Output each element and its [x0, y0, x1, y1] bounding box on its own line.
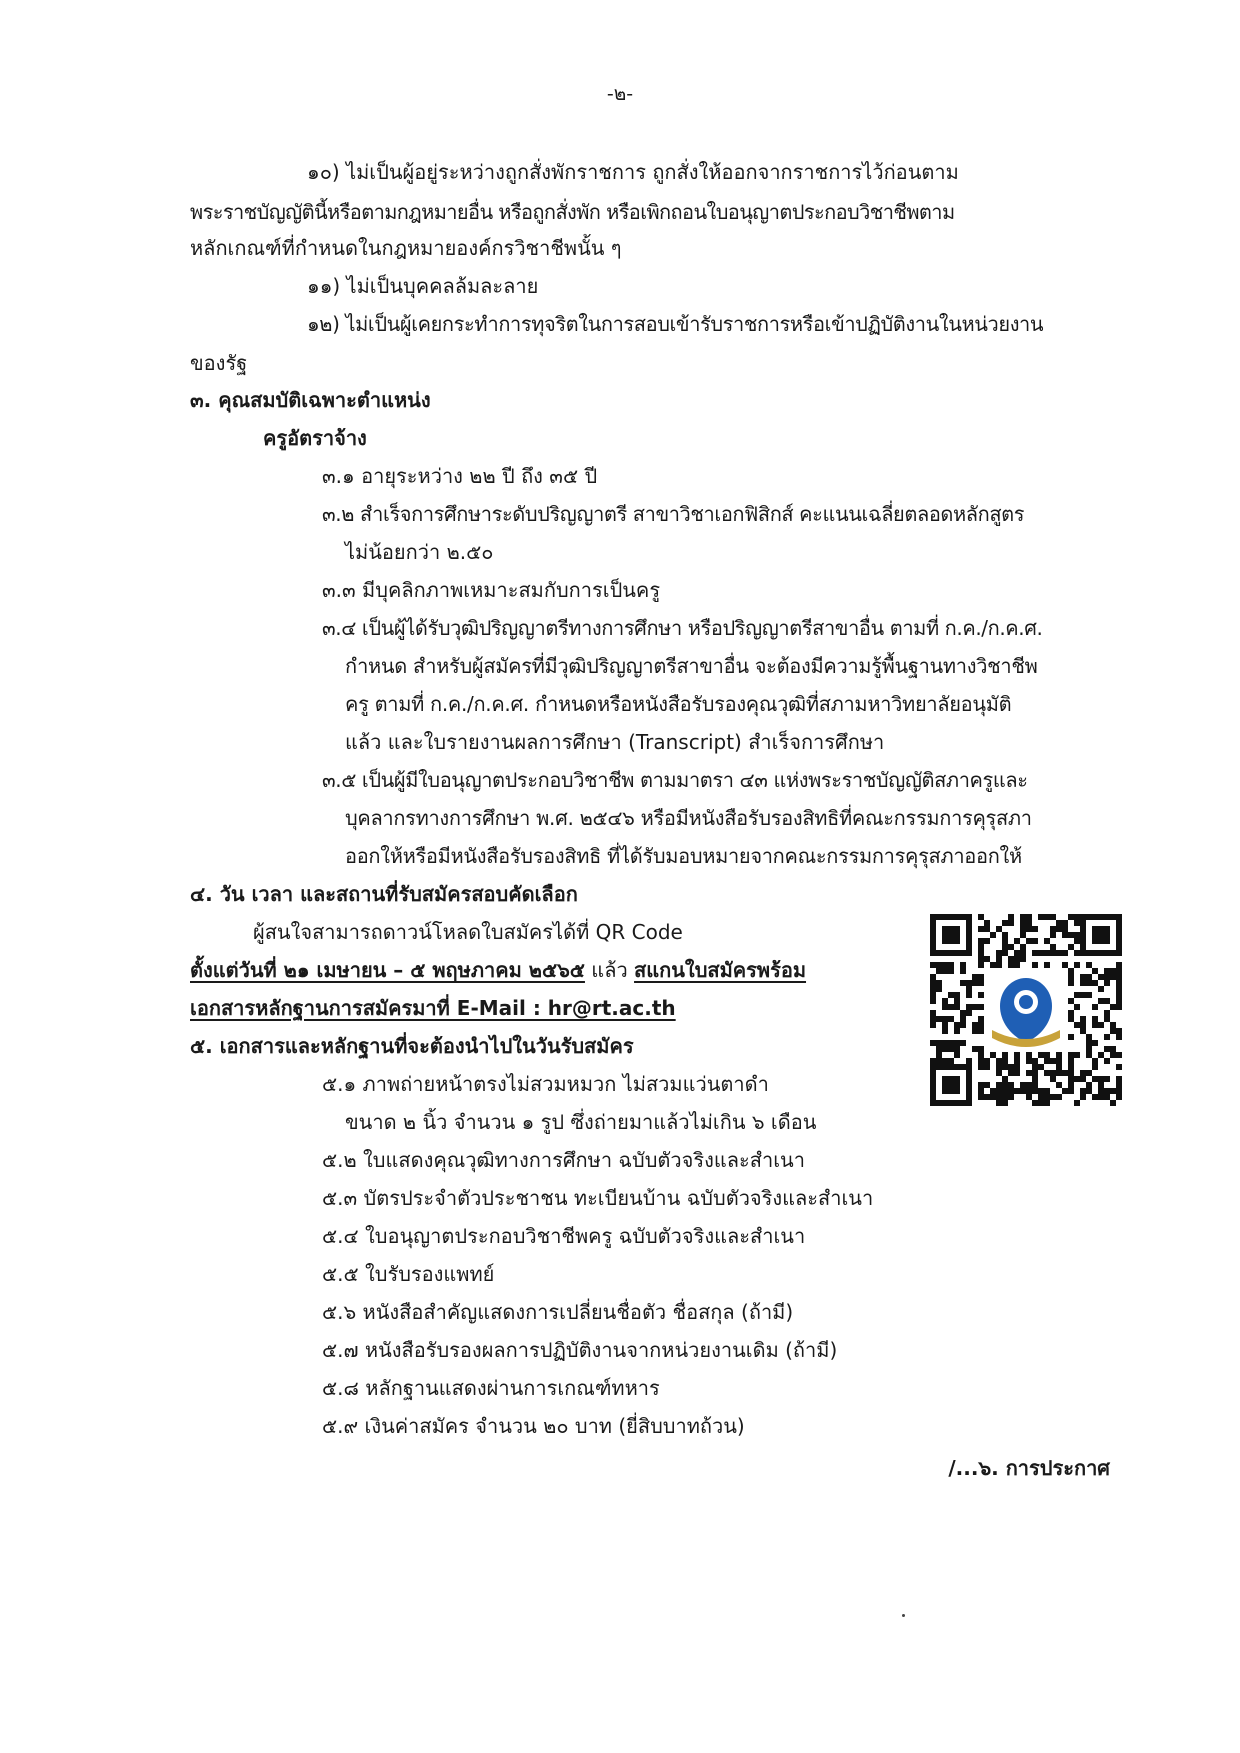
item-3-5-cont-1: บุคลากรทางการศึกษา พ.ศ. ๒๕๔๖ หรือมีหนังสือรับรองสิทธิที่คณะกรรมการคุรุสภา [345, 806, 1032, 830]
qr-code-icon[interactable] [926, 910, 1126, 1110]
line-10: ๑๐) ไม่เป็นผู้อยู่ระหว่างถูกสั่งพักราชการ ถูกสั่งให้ออกจากราชการไว้ก่อนตาม [307, 160, 959, 184]
scan-speck [902, 1614, 905, 1617]
item-5-3: ๕.๓ บัตรประจำตัวประชาชน ทะเบียนบ้าน ฉบับตัวจริงและสำเนา [322, 1186, 874, 1210]
line-11: ๑๑) ไม่เป็นบุคคลล้มละลาย [307, 274, 539, 298]
page-number: -๒- [606, 83, 634, 105]
item-3-4-cont-2: ครู ตามที่ ก.ค./ก.ค.ศ. กำหนดหรือหนังสือรับรองคุณวุฒิที่สภามหาวิทยาลัยอนุมัติ [345, 692, 1012, 716]
position-title: ครูอัตราจ้าง [263, 426, 367, 450]
application-connector: แล้ว [584, 958, 635, 982]
scan-instruction: สแกนใบสมัครพร้อม [634, 958, 807, 982]
item-3-4: ๓.๔ เป็นผู้ได้รับวุฒิปริญญาตรีทางการศึกษา หรือปริญญาตรีสาขาอื่น ตามที่ ก.ค./ก.ค.ศ. [322, 616, 1043, 640]
item-3-2: ๓.๒ สำเร็จการศึกษาระดับปริญญาตรี สาขาวิชาเอกฟิสิกส์ คะแนนเฉลี่ยตลอดหลักสูตร [322, 502, 1025, 526]
section-3-heading: ๓. คุณสมบัติเฉพาะตำแหน่ง [190, 388, 431, 412]
item-5-7: ๕.๗ หนังสือรับรองผลการปฏิบัติงานจากหน่วยงานเดิม (ถ้ามี) [322, 1338, 838, 1362]
email-instruction[interactable]: เอกสารหลักฐานการสมัครมาที่ E-Mail : hr@rt.ac.th [190, 996, 676, 1020]
next-page-catchword: /...๖. การประกาศ [948, 1456, 1110, 1480]
item-3-3: ๓.๓ มีบุคลิกภาพเหมาะสมกับการเป็นครู [322, 578, 661, 602]
item-5-9: ๕.๙ เงินค่าสมัคร จำนวน ๒๐ บาท (ยี่สิบบาทถ้วน) [322, 1414, 745, 1438]
line-10-cont-1: พระราชบัญญัตินี้หรือตามกฎหมายอื่น หรือถูกสั่งพัก หรือเพิกถอนใบอนุญาตประกอบวิชาชีพตาม [190, 200, 955, 224]
download-note: ผู้สนใจสามารถดาวน์โหลดใบสมัครได้ที่ QR Code [253, 920, 683, 944]
item-3-5: ๓.๕ เป็นผู้มีใบอนุญาตประกอบวิชาชีพ ตามมาตรา ๔๓ แห่งพระราชบัญญัติสภาครูและ [322, 768, 1028, 792]
line-12: ๑๒) ไม่เป็นผู้เคยกระทำการทุจริตในการสอบเข้ารับราชการหรือเข้าปฏิบัติงานในหน่วยงาน [307, 312, 1044, 336]
line-12-cont: ของรัฐ [190, 351, 248, 375]
application-period [190, 956, 806, 984]
application-dates: ตั้งแต่วันที่ ๒๑ เมษายน – ๕ พฤษภาคม ๒๕๖๕ [190, 958, 585, 982]
item-5-1: ๕.๑ ภาพถ่ายหน้าตรงไม่สวมหมวก ไม่สวมแว่นตาดำ [322, 1072, 769, 1096]
line-10-cont-2: หลักเกณฑ์ที่กำหนดในกฎหมายองค์กรวิชาชีพนั้น ๆ [190, 236, 622, 260]
item-5-4: ๕.๔ ใบอนุญาตประกอบวิชาชีพครู ฉบับตัวจริงและสำเนา [322, 1224, 806, 1248]
item-3-4-cont-1: กำหนด สำหรับผู้สมัครที่มีวุฒิปริญญาตรีสาขาอื่น จะต้องมีความรู้พื้นฐานทางวิชาชีพ [345, 654, 1038, 678]
item-3-1: ๓.๑ อายุระหว่าง ๒๒ ปี ถึง ๓๕ ปี [322, 464, 598, 488]
item-3-2-cont: ไม่น้อยกว่า ๒.๕๐ [345, 540, 494, 564]
item-5-5: ๕.๕ ใบรับรองแพทย์ [322, 1262, 495, 1286]
item-5-6: ๕.๖ หนังสือสำคัญแสดงการเปลี่ยนชื่อตัว ชื่อสกุล (ถ้ามี) [322, 1300, 794, 1324]
item-3-5-cont-2: ออกให้หรือมีหนังสือรับรองสิทธิ ที่ได้รับมอบหมายจากคณะกรรมการคุรุสภาออกให้ [345, 844, 1022, 868]
item-5-2: ๕.๒ ใบแสดงคุณวุฒิทางการศึกษา ฉบับตัวจริงและสำเนา [322, 1148, 805, 1172]
section-5-heading: ๕. เอกสารและหลักฐานที่จะต้องนำไปในวันรับสมัคร [190, 1034, 634, 1058]
section-4-heading: ๔. วัน เวลา และสถานที่รับสมัครสอบคัดเลือก [190, 882, 578, 906]
item-3-4-cont-3: แล้ว และใบรายงานผลการศึกษา (Transcript) สำเร็จการศึกษา [345, 730, 885, 754]
item-5-1-cont: ขนาด ๒ นิ้ว จำนวน ๑ รูป ซึ่งถ่ายมาแล้วไม่เกิน ๖ เดือน [345, 1110, 817, 1134]
item-5-8: ๕.๘ หลักฐานแสดงผ่านการเกณฑ์ทหาร [322, 1376, 660, 1400]
